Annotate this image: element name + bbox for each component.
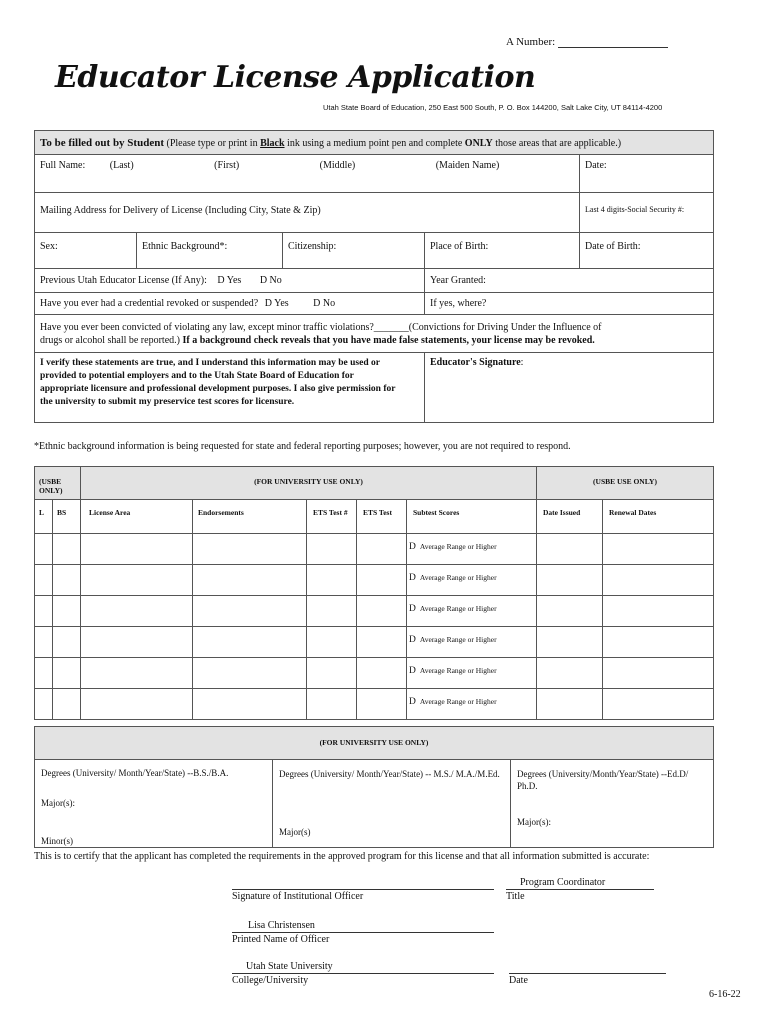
table-cell[interactable] — [81, 565, 193, 596]
average-range-checkbox[interactable]: D — [409, 542, 416, 552]
table-cell[interactable] — [307, 596, 357, 627]
officer-signature-line[interactable] — [232, 889, 494, 890]
date-of-birth-field[interactable]: Date of Birth: — [580, 233, 714, 269]
col-date-issued: Date Issued — [537, 500, 603, 534]
prev-license-yes-checkbox[interactable]: D Yes — [217, 275, 242, 286]
table-cell[interactable] — [53, 596, 81, 627]
mailing-address-field[interactable]: Mailing Address for Delivery of License (Including City, State & Zip) — [35, 193, 580, 233]
degree-bs-ba-field[interactable]: Degrees (University/ Month/Year/State) --B.S./B.A. Major(s): Minor(s) — [35, 760, 273, 848]
certification-statement: This is to certify that the applicant has completed the requirements in the approved program for this license and that all information submitted is accurate: — [34, 851, 650, 862]
if-yes-where-field[interactable]: If yes, where? — [425, 293, 714, 315]
table-row — [35, 658, 714, 689]
date-line[interactable] — [509, 973, 666, 974]
table-cell[interactable] — [81, 689, 193, 720]
college-line — [232, 973, 494, 974]
average-range-label: Average Range or Higher — [419, 635, 497, 644]
previous-license-field[interactable]: Previous Utah Educator License (If Any): D Yes D No — [35, 269, 425, 293]
citizenship-field[interactable]: Citizenship: — [283, 233, 425, 269]
average-range-checkbox[interactable]: D — [409, 604, 416, 614]
full-name-field[interactable]: Full Name: (Last) (First) (Middle) (Maiden Name) — [35, 155, 580, 193]
conviction-field[interactable]: Have you ever been convicted of violating any law, except minor traffic violations?_______(Convictions for Driving Under the Influence of drugs or alcohol shall be reported.) If a background check reveals that you have made false statements, your license may be revoked. — [35, 315, 714, 353]
a-number-label: A Number: — [506, 36, 556, 48]
table-row — [35, 627, 714, 658]
ethnic-background-field[interactable]: Ethnic Background*: — [137, 233, 283, 269]
table-row — [35, 689, 714, 720]
year-granted-field[interactable]: Year Granted: — [425, 269, 714, 293]
table-cell[interactable] — [603, 627, 714, 658]
revoked-field[interactable]: Have you ever had a credential revoked or suspended? D Yes D No — [35, 293, 425, 315]
table-cell[interactable] — [603, 596, 714, 627]
col-l: L — [35, 500, 53, 534]
verify-statement: I verify these statements are true, and I understand this information may be used or provided to potential employers and to the Utah State Board of Education for appropriate licensure and professional development purposes. I also give permission for the university to submit my preservice test scores for licensure. — [35, 353, 425, 423]
officer-name-line — [232, 932, 494, 933]
university-use-only-header: (FOR UNIVERSITY USE ONLY) — [81, 467, 537, 500]
col-ets-test: ETS Test — [357, 500, 407, 534]
table-cell[interactable] — [193, 534, 307, 565]
table-row — [35, 565, 714, 596]
col-renewal-dates: Renewal Dates — [603, 500, 714, 534]
college-label: College/University — [232, 975, 309, 986]
table-cell[interactable] — [193, 565, 307, 596]
table-cell[interactable] — [307, 689, 357, 720]
form-revision-date: 6-16-22 — [709, 989, 741, 1000]
table-cell[interactable] — [307, 565, 357, 596]
revoked-no-checkbox[interactable]: D No — [313, 298, 336, 309]
table-cell[interactable] — [537, 534, 603, 565]
degree-edd-phd-field[interactable]: Degrees (University/Month/Year/State) --Ed.D/ Ph.D. Major(s): — [511, 760, 714, 848]
date-field[interactable]: Date: — [580, 155, 714, 193]
average-range-checkbox[interactable]: D — [409, 666, 416, 676]
subtest-score-cell[interactable] — [407, 658, 537, 689]
ethnic-note: *Ethnic background information is being requested for state and federal reporting purposes; however, you are not required to respond. — [34, 441, 571, 452]
officer-signature-label: Signature of Institutional Officer — [232, 891, 364, 902]
table-cell[interactable] — [35, 596, 53, 627]
table-cell[interactable] — [193, 596, 307, 627]
officer-name-value[interactable]: Lisa Christensen — [248, 920, 315, 931]
agency-address: Utah State Board of Education, 250 East 500 South, P. O. Box 144200, Salt Lake City, UT 84114-4200 — [323, 103, 663, 112]
table-cell[interactable] — [81, 534, 193, 565]
subtest-score-cell[interactable] — [407, 565, 537, 596]
table-cell[interactable] — [35, 565, 53, 596]
table-cell[interactable] — [307, 534, 357, 565]
table-cell[interactable] — [537, 627, 603, 658]
table-cell[interactable] — [53, 627, 81, 658]
title-line — [506, 889, 654, 890]
table-cell[interactable] — [537, 658, 603, 689]
table-cell[interactable] — [35, 689, 53, 720]
degree-ms-ma-field[interactable]: Degrees (University/ Month/Year/State) -- M.S./ M.A./M.Ed. Major(s) — [273, 760, 511, 848]
table-cell[interactable] — [357, 689, 407, 720]
table-cell[interactable] — [193, 627, 307, 658]
table-cell[interactable] — [357, 627, 407, 658]
degree-table — [34, 726, 714, 848]
student-section-table — [34, 130, 714, 423]
table-cell[interactable] — [35, 658, 53, 689]
date-label: Date — [509, 975, 528, 986]
table-cell[interactable] — [35, 534, 53, 565]
table-cell[interactable] — [603, 565, 714, 596]
table-cell[interactable] — [53, 534, 81, 565]
table-cell[interactable] — [603, 689, 714, 720]
table-cell[interactable] — [307, 658, 357, 689]
subtest-score-cell[interactable] — [407, 627, 537, 658]
educator-signature-field[interactable]: Educator's Signature: — [425, 353, 714, 423]
table-cell[interactable] — [35, 627, 53, 658]
usbe-university-table — [34, 466, 714, 720]
ssn-field[interactable]: Last 4 digits-Social Security #: — [580, 193, 714, 233]
average-range-label: Average Range or Higher — [419, 666, 497, 675]
col-ets-test-num: ETS Test # — [307, 500, 357, 534]
table-cell[interactable] — [603, 658, 714, 689]
table-cell[interactable] — [603, 534, 714, 565]
table-cell[interactable] — [357, 658, 407, 689]
printed-name-label: Printed Name of Officer — [232, 934, 330, 945]
col-endorsements: Endorsements — [193, 500, 307, 534]
table-cell[interactable] — [81, 627, 193, 658]
table-cell[interactable] — [357, 534, 407, 565]
table-cell[interactable] — [53, 658, 81, 689]
a-number-row — [506, 36, 668, 48]
table-cell[interactable] — [193, 689, 307, 720]
subtest-score-cell[interactable] — [407, 534, 537, 565]
subtest-score-cell[interactable] — [407, 596, 537, 627]
subtest-score-cell[interactable] — [407, 689, 537, 720]
average-range-label: Average Range or Higher — [419, 604, 497, 613]
table-cell[interactable] — [53, 689, 81, 720]
average-range-checkbox[interactable]: D — [409, 697, 416, 707]
table-cell[interactable] — [537, 596, 603, 627]
table-row — [35, 534, 714, 565]
table-cell[interactable] — [81, 596, 193, 627]
average-range-checkbox[interactable]: D — [409, 635, 416, 645]
table-cell[interactable] — [53, 565, 81, 596]
table-cell[interactable] — [193, 658, 307, 689]
a-number-field[interactable] — [558, 37, 668, 48]
col-subtest-scores: Subtest Scores — [407, 500, 537, 534]
place-of-birth-field[interactable]: Place of Birth: — [425, 233, 580, 269]
average-range-checkbox[interactable]: D — [409, 573, 416, 583]
table-cell[interactable] — [81, 658, 193, 689]
table-cell[interactable] — [537, 565, 603, 596]
usbe-only-header: (USBE ONLY) — [35, 467, 81, 500]
prev-license-no-checkbox[interactable]: D No — [259, 275, 282, 286]
table-cell[interactable] — [537, 689, 603, 720]
average-range-label: Average Range or Higher — [419, 573, 497, 582]
page-title: Educator License Application — [55, 60, 536, 95]
university-value[interactable]: Utah State University — [246, 961, 333, 972]
degree-heading: (FOR UNIVERSITY USE ONLY) — [35, 727, 714, 760]
title-label: Title — [506, 891, 525, 902]
usbe-use-only-header: (USBE USE ONLY) — [537, 467, 714, 500]
table-cell[interactable] — [307, 627, 357, 658]
student-section-heading: To be filled out by Student (Please type or print in Black ink using a medium point pen and complete ONLY those areas that are applicable.) — [35, 131, 714, 155]
table-cell[interactable] — [357, 565, 407, 596]
table-row — [35, 596, 714, 627]
program-coordinator-value[interactable]: Program Coordinator — [520, 877, 606, 888]
sex-field[interactable]: Sex: — [35, 233, 137, 269]
table-cell[interactable] — [357, 596, 407, 627]
revoked-yes-checkbox[interactable]: D Yes — [264, 298, 289, 309]
average-range-label: Average Range or Higher — [419, 697, 497, 706]
col-bs: BS — [53, 500, 81, 534]
average-range-label: Average Range or Higher — [419, 542, 497, 551]
col-license-area: License Area — [81, 500, 193, 534]
